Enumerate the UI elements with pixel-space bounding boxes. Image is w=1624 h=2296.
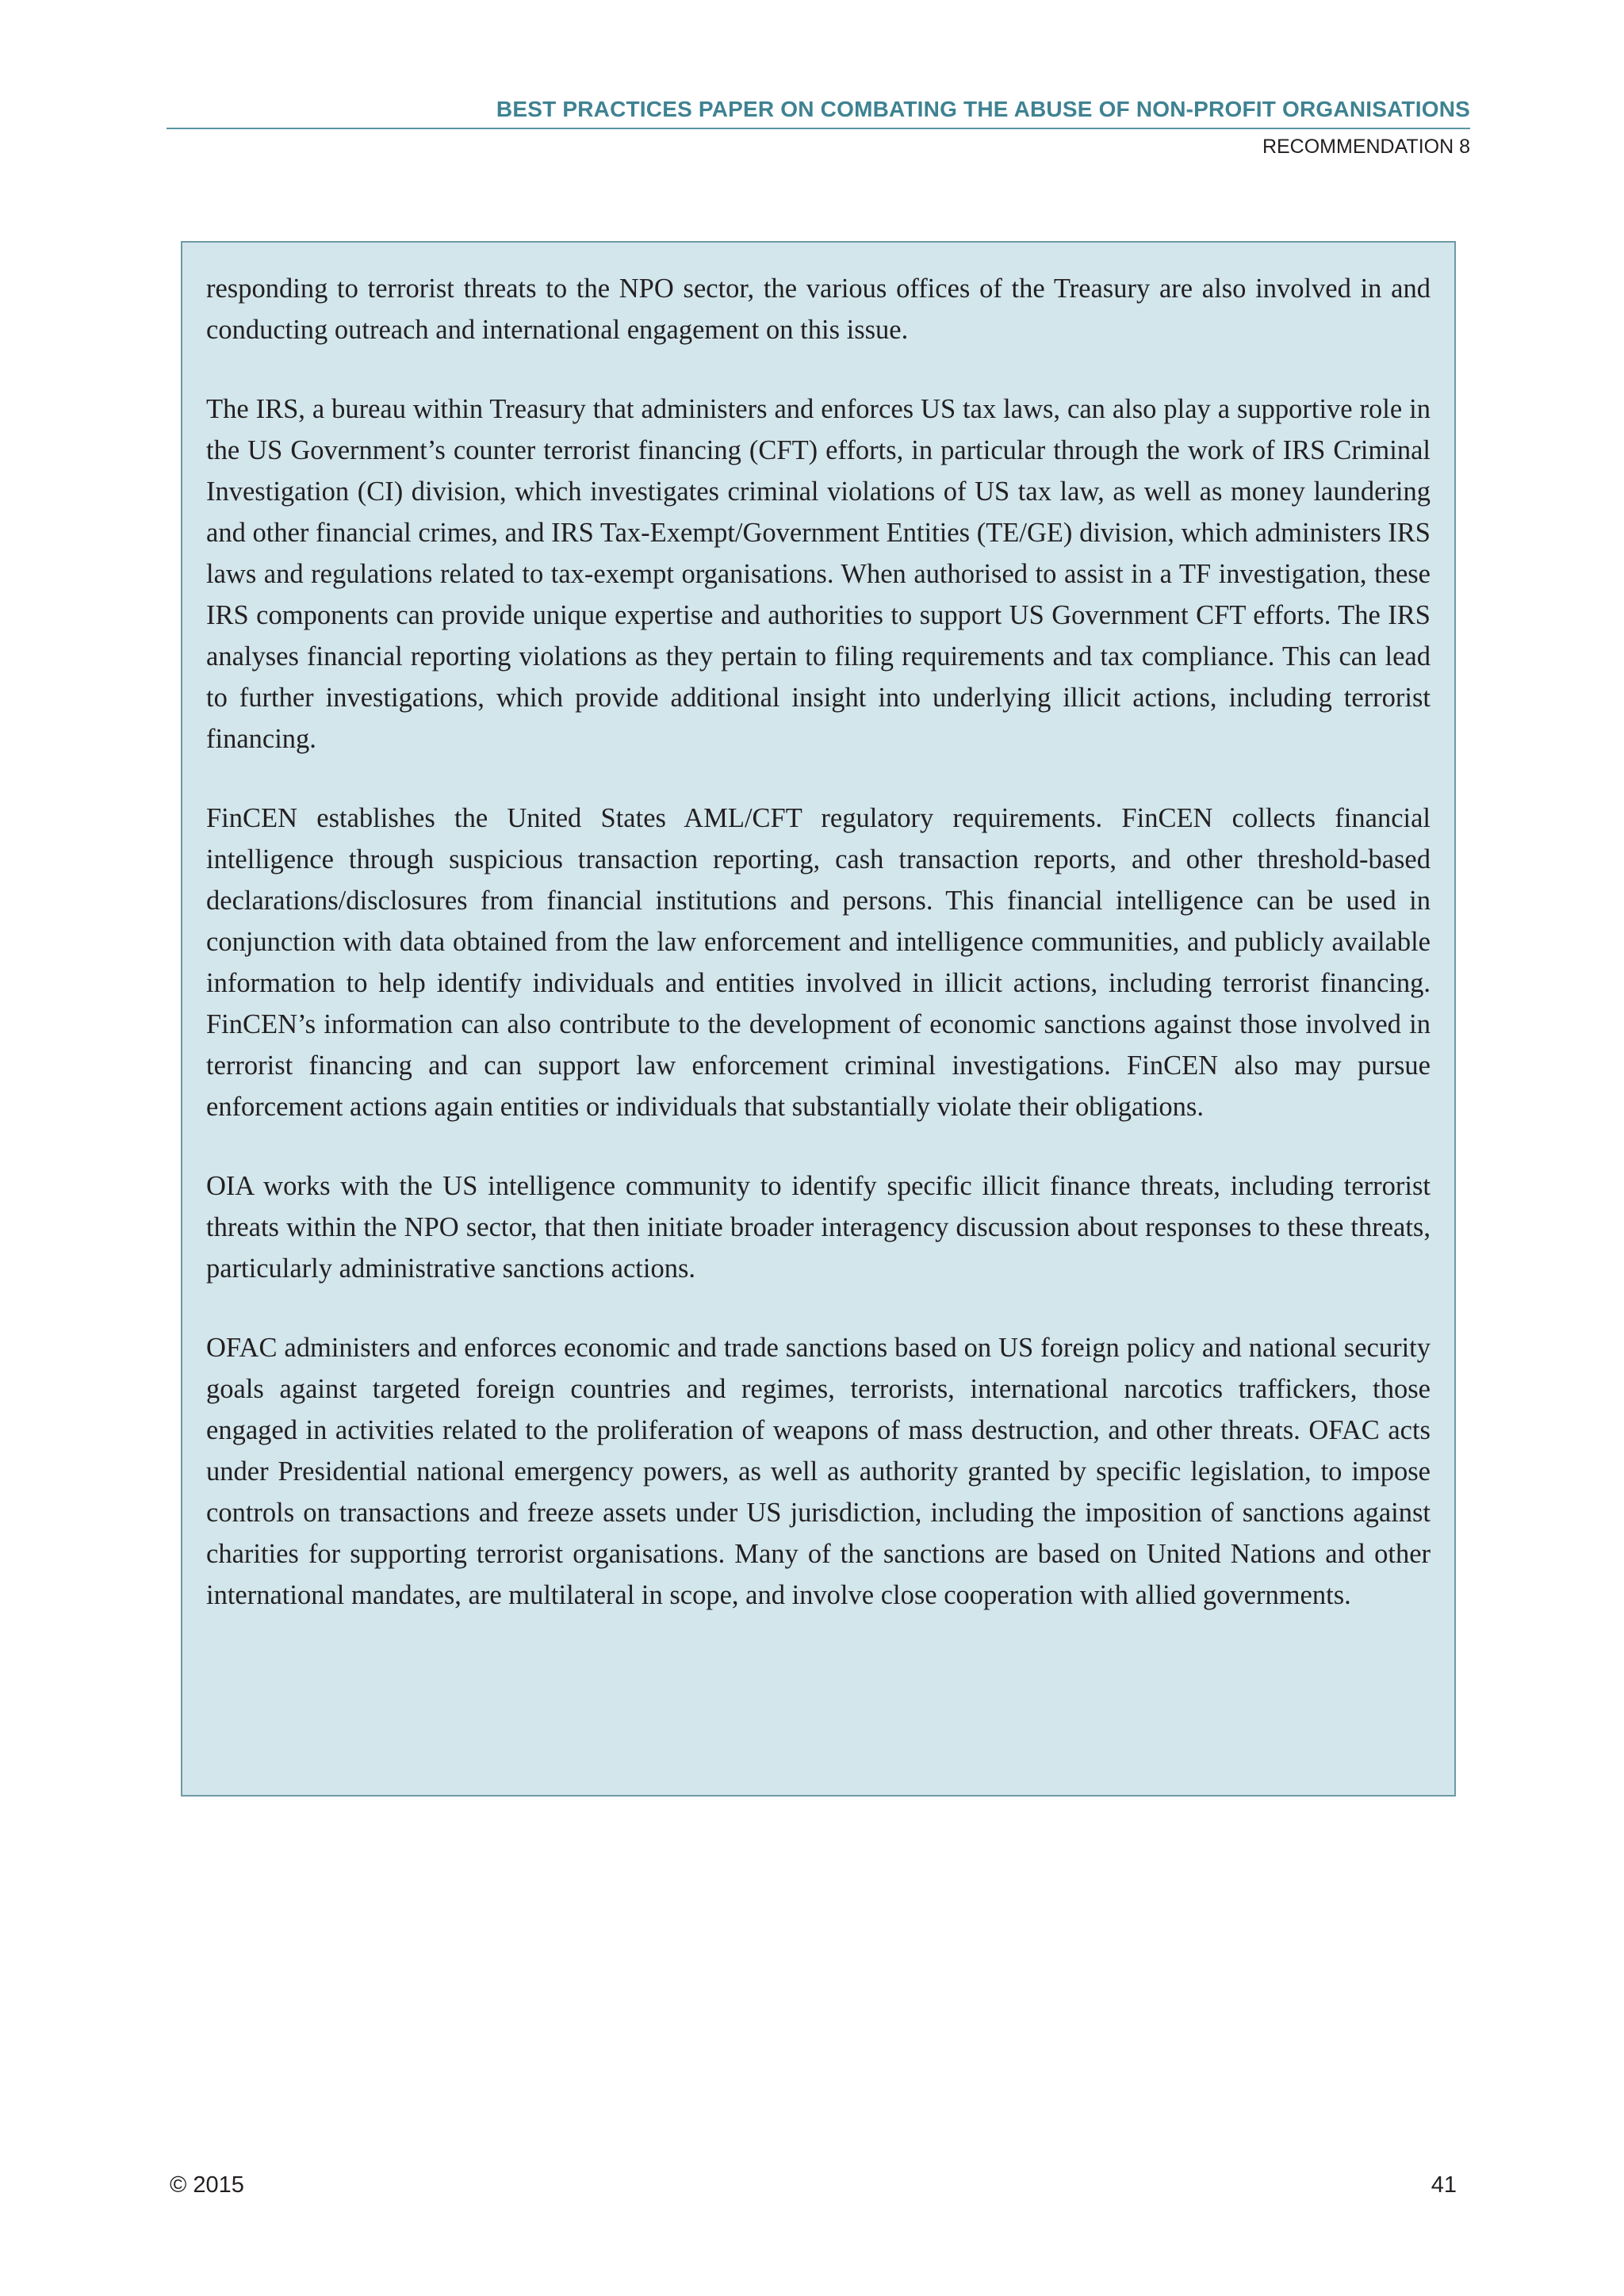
running-header-subtitle: RECOMMENDATION 8 [1262, 136, 1470, 158]
footer-page-number: 41 [1431, 2172, 1457, 2198]
footer-copyright: © 2015 [170, 2172, 244, 2198]
boxed-text-panel [181, 241, 1456, 1797]
running-header-title: BEST PRACTICES PAPER ON COMBATING THE ABUSE OF NON-PROFIT ORGANISATIONS [496, 97, 1470, 121]
paragraph-oia: OIA works with the US intelligence community to identify specific illicit finance threats, including terrorist threats within the NPO sector, that then initiate broader interagency discussion about responses to these threats, particularly administrative sanctions actions. [206, 1171, 1431, 1284]
paragraph-treasury-outreach: responding to terrorist threats to the NPO sector, the various offices of the Treasury are also involved in and conducting outreach and international engagement on this issue. [206, 274, 1431, 345]
paragraph-ofac: OFAC administers and enforces economic and trade sanctions based on US foreign policy and national security goals against targeted foreign countries and regimes, terrorists, international narcotics traffickers, those engaged in activities related to the proliferation of weapons of mass destruction, and other threats. OFAC acts under Presidential national emergency powers, as well as authority granted by specific legislation, to impose controls on transactions and freeze assets under US jurisdiction, including the imposition of sanctions against charities for supporting terrorist organisations. Many of the sanctions are based on United Nations and other international mandates, are multilateral in scope, and involve close cooperation with allied governments. [206, 1333, 1431, 1610]
paragraph-irs: The IRS, a bureau within Treasury that administers and enforces US tax laws, can also play a supportive role in the US Government’s counter terrorist financing (CFT) efforts, in particular through the work of IRS Criminal Investigation (CI) division, which investigates criminal violations of US tax law, as well as money laundering and other financial crimes, and IRS Tax-Exempt/Government Entities (TE/GE) division, which administers IRS laws and regulations related to tax-exempt organisations. When authorised to assist in a TF investigation, these IRS components can provide unique expertise and authorities to support US Government CFT efforts. The IRS analyses financial reporting violations as they pertain to filing requirements and tax compliance. This can lead to further investigations, which provide additional insight into underlying illicit actions, including terrorist financing. [206, 394, 1431, 754]
paragraph-fincen: FinCEN establishes the United States AML/CFT regulatory requirements. FinCEN collects financial intelligence through suspicious transaction reporting, cash transaction reports, and other threshold-based declarations/disclosures from financial institutions and persons. This financial intelligence can be used in conjunction with data obtained from the law enforcement and intelligence communities, and publicly available information to help identify individuals and entities involved in illicit actions, including terrorist financing. FinCEN’s information can also contribute to the development of economic sanctions against those involved in terrorist financing and can support law enforcement criminal investigations. FinCEN also may pursue enforcement actions again entities or individuals that substantially violate their obligations. [206, 803, 1431, 1122]
header-divider [167, 128, 1470, 129]
